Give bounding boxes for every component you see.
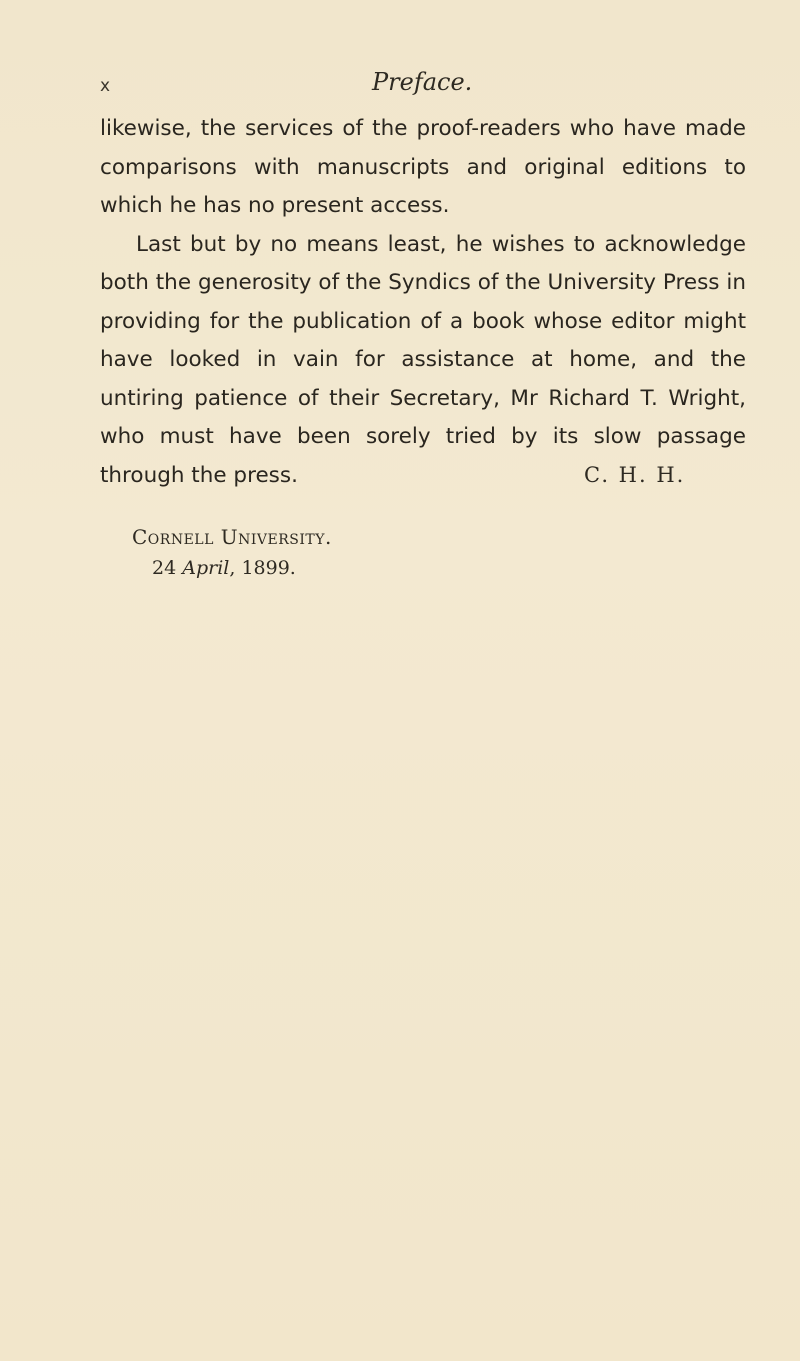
paragraph-acknowledgement: Last but by no means least, he wishes to acknowledge both the generosity of the Syndics of the University Press in providing for the publication of a book whose editor might have looked in vain for assistance at home, and the untiring patience of their Secretary, Mr Richard T. Wright, who must have been sorely tried by its slow passage through the press. <box>100 231 746 488</box>
page-header <box>100 68 740 108</box>
body-text <box>100 110 746 495</box>
signature-initials: C. H. H. <box>584 463 686 487</box>
date-comma: , <box>229 557 236 579</box>
paragraph-continued: likewise, the services of the proof-readers who have made comparisons with manuscripts and original editions to which he has no present access. <box>100 116 746 218</box>
page-number: x <box>100 76 112 96</box>
date-month: April <box>182 557 230 579</box>
date-year: 1899. <box>241 557 296 579</box>
running-title: Preface. <box>372 68 473 96</box>
date-day: 24 <box>152 557 177 579</box>
date-line <box>152 557 296 579</box>
place-line: Cornell University. <box>132 525 332 549</box>
